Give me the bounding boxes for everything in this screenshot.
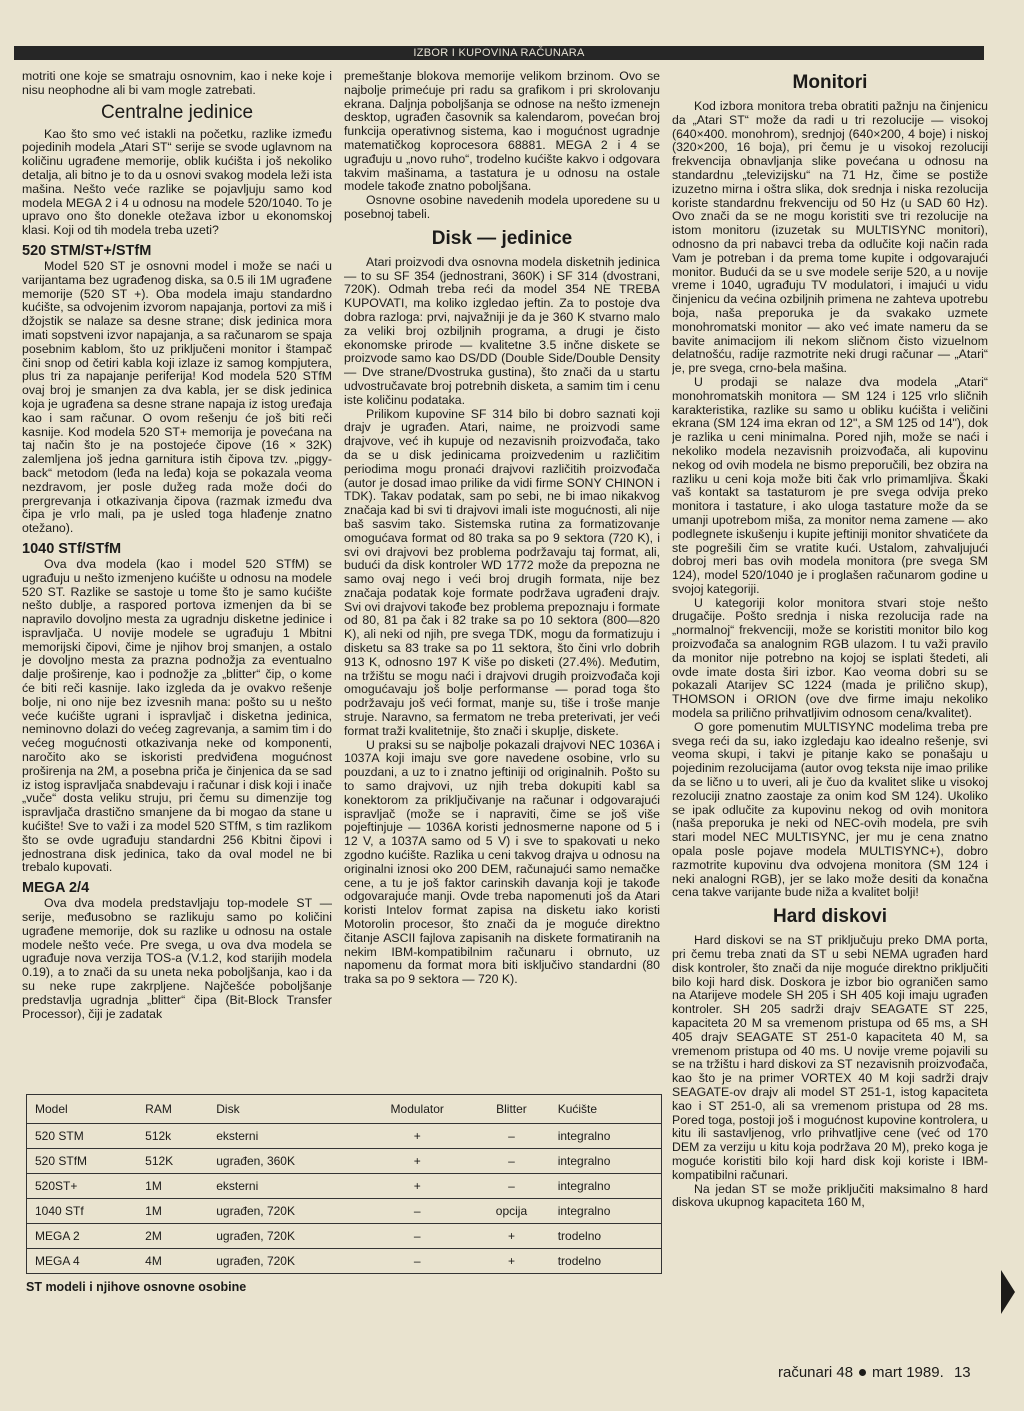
- paragraph: O gore pomenutim MULTISYNC modelima treba pre svega reći da su, iako izgledaju kao idealno rešenje, svi veoma skupi, i takvi je pitanje kako se ponašaju u pojedinim rezolucijama (autor ovog teksta nije imao prilike da se lično u to uveri, ali je čuo da kvalitet slike u visokoj rezoluciji znatno zaostaje za onim kod SM 124). Ukoliko se ipak odlučite za kupovinu nekog od ovih monitora (naša preporuka je neki od NEC-ovih modela, pre svih stari model NEC MULTISYNC, jer mu je cena znatno opala posle pojave modela MULTISYNC+), dobro razmotrite kupovinu dva odvojena monitora (SM 124 i neki analogni RGB), jer se lako može desiti da konačna cena takve varijante bude niža a kvalitet bolji!: [672, 719, 988, 900]
- paragraph: U prodaji se nalaze dva modela „Atari“ monohromatskih monitora — SM 124 i 125 vrlo sličnih karakteristika, razlike su samo u obliku kućišta i veličini ekrana (SM 124 ima ekran od 12", a SM 125 od 14"), dok je razlika u ceni minimalna. Pored njih, može se naći i nekoliko modela nezavisnih proizvođača, ali kupovinu nekog od ovih modela ne bismo preporučili, bez obzira na razliku u ceni koja može biti čak vrlo primamljiva. Škaki vaš kontakt sa tastaturom je pre svega odvija preko monitora i tastature, i ako uloga tastature može da se umanji upotrebom miša, za monitor nema zamene — ako podlegnete iskušenju i kupite jeftiniji monitor shvatićete da ste pogrešili čim se vratite kući. Ustalom, zahvaljujući dobroj meri bas ovih modela monitora (pre svega SM 124), model 520/1040 je i proglašen računarom godine u svojoj kategoriji.: [672, 374, 988, 596]
- table-cell: –: [473, 1149, 549, 1174]
- table-cell: –: [361, 1224, 473, 1249]
- issue-date: mart 1989.: [872, 1364, 944, 1381]
- table-row: [27, 1199, 662, 1224]
- table-cell: trodelno: [550, 1224, 662, 1249]
- magazine-name: računari 48: [778, 1364, 854, 1381]
- paragraph: Na jedan ST se može priključiti maksimalno 8 hard diskova ukupnog kapaciteta 160 M,: [672, 1181, 988, 1210]
- table-cell: MEGA 2: [27, 1224, 138, 1249]
- table-cell: –: [361, 1249, 473, 1274]
- table-cell: 1M: [137, 1174, 208, 1199]
- intro-text: motriti one koje se smatraju osnovnim, kao i neke koje i nisu neophodne ali bi vam mogle zatrebati.: [22, 70, 332, 97]
- table-cell: MEGA 4: [27, 1249, 138, 1274]
- column-middle: [344, 70, 660, 1100]
- table-cell: eksterni: [208, 1124, 361, 1149]
- paragraph: U praksi su se najbolje pokazali drajvovi NEC 1036A i 1037A koji imaju sve gore navedene osobine, vrlo su pouzdani, a uz to i znatno jeftiniji od originalnih. Pošto su to samo drajvovi, uz njih treba dokupiti kabl sa konektorom za priključivanje na računar i odgovarajući ispravljač (može se i napraviti, čime se još više pojeftinjuje — 1036A koristi jednosmerne napone od 5 i 12 V, a 1037A samo od 5 V) i sve to spakovati u neko zgodno kućište. Razlika u ceni takvog drajva u odnosu na originalni iznosi oko 200 DEM, računajući samo nemačke cene, a tu je još faktor carinskih davanja koji je takođe odgovarajuće manji. Ovde treba napomenuti još da Atari koristi Intelov format zapisa na disketu iako koristi Motorolin procesor, što znači da je moguće direktno čitanje ASCII fajlova zapisanih na diskete formatiranih na nekim IBM-kompatibilnim računaru i obrnuto, uz napomenu da format mora biti isključivo standardni (80 traka sa po 9 sektora — 720 K).: [344, 737, 660, 987]
- table-caption: ST modeli i njihove osnovne osobine: [26, 1280, 247, 1294]
- table-cell: 4M: [137, 1249, 208, 1274]
- table-cell: integralno: [550, 1199, 662, 1224]
- table-cell: ugrađen, 720K: [208, 1224, 361, 1249]
- paragraph: Atari proizvodi dva osnovna modela disketnih jedinica — to su SF 354 (jednostrani, 360K) i SF 314 (dvostrani, 720K). Odmah treba reći da model 354 NE TREBA KUPOVATI, ma koliko izgledao jeftin. Za to postoje dva dobra razloga: prvi, najvažniji je da je 360 K stvarno malo za veliki broj ozbiljnih programa, a drugi je čisto ekonomske prirode — kvalitetne 3.5 inčne diskete se proizvode samo kao DS/DD (Double Side/Double Density — Dve strane/Dvostruka gustina), što znači da u startu udvostručavate broj potrebnih disketa, a samim tim i cenu iste količinu podataka.: [344, 254, 660, 407]
- heading-520: 520 STM/ST+/STfM: [22, 242, 152, 259]
- table-row: [27, 1174, 662, 1199]
- table-cell: 1M: [137, 1199, 208, 1224]
- column-header: Blitter: [473, 1095, 549, 1124]
- paragraph: Ova dva modela predstavljaju top-modele ST — serije, međusobno se razlikuju samo po količini ugrađene memorije, dok su razlike u odnosu na ostale modele nešto veće. Pre svega, u ova dva modela se ugrađuje nova verzija TOS-a (V.1.2, kod starijih modela 0.19), a to znači da su uneta neka poboljšanja, kao i da su neke rupe zakrpljene. Najčešće poboljšanje predstavlja ugradnja „blitter“ čipa (Bit-Block Transfer Processor), čiji je zadatak: [22, 896, 332, 1021]
- table-row: [27, 1124, 662, 1149]
- heading-central-units: Centralne jedinice: [100, 101, 254, 123]
- page-number: 13: [953, 1364, 971, 1381]
- paragraph: Model 520 ST je osnovni model i može se naći u varijantama bez ugrađenog diska, sa 0.5 ili 1M ugrađene memorije (520 ST +). Oba modela imaju standardno kućište, sa odvojenim izvorom napajanja, portovi za miš i džojstik se nalaze sa desne strane; disk jedinica mora imati sopstveni izvor napajanja, a sa računarom se spaja posebnim kablom, što uz priključeni monitor i štampač čini snop od četiri kabla koji izlaze iz samog kompjutera, plus tri za napajanje periferija! Kod modela 520 STfM ovaj broj je smanjen za dva kabla, jer se disk jedinica koja je ugrađena sa desne strane napaja iz istog uređaja kao i sam računar. O ovom rešenju će još biti reči kasnije. Kod modela 520 ST+ memorija je povećana na taj način što je na postojeće čipove (16 × 32K) zalemljena još jedna garnitura istih čipova tzv. „piggy-back“ metodom (leđa na leđa) koja se pokazala veoma nezdravom, jer posle dužeg rada može doći do prergrevanja i otkazivanja čipova (razmak između dva čipa je vrlo mali, pa je usled toga hlađenje znatno otežano).: [22, 258, 332, 536]
- column-header: Kućište: [550, 1095, 662, 1124]
- table-cell: 512K: [137, 1149, 208, 1174]
- bullet-icon: [859, 1369, 866, 1376]
- table-cell: 520 STfM: [27, 1149, 138, 1174]
- table-cell: 512k: [137, 1124, 208, 1149]
- table-cell: 520ST+: [27, 1174, 138, 1199]
- table-cell: +: [473, 1249, 549, 1274]
- paragraph: Ova dva modela (kao i model 520 STfM) se ugrađuju u nešto izmenjeno kućište u odnosu na modele 520 ST. Razlike se sastoje u tome što je samo kućište nešto dublje, a raspored portova izmenjen da bi se napravilo dovoljno mesta za ugradnju disketne jedinice i ispravljača. U novije modele se ugrađuju 1 Mbitni memorijski čipovi, čime je njihov broj smanjen, a ostalo je dovoljno mesta za prazna podnožja za eventualno dalje proširenje, kao i podnožje za „blitter“ čip, o kome će biti reči kasnije. Iako izgleda da je ovakvo rešenje bolje, ni ono nije bez izvesnih mana: pošto su u nešto veće kućište ugrani i ispravljač i disketna jedinica, neminovno dolazi do većeg zagrevanja, a samim tim i do većeg mogućnosti otkazivanja neke od komponenti, naročito ako se iskoristi predviđena mogućnost proširenja na 2M, a posebna priča je činjenica da se sad iz istog ispravljača snabdevaju i računar i disk koji i inače „vuče“ dosta veliku struju, pri čemu su dimenzije tog ispravljača drastično smanjene da bi mogao da stane u kućište! Sve to važi i za model 520 STfM, s tim razlikom što se ovde ugrađuju standardni 256 Kbitni čipovi i jednostrana disk jedinica, tako da oval model ne bi trebalo kupovati.: [22, 556, 332, 875]
- column-left: [22, 70, 332, 1095]
- table-row: [27, 1224, 662, 1249]
- paragraph: Osnovne osobine navedenih modela uporedene su u posebnoj tabeli.: [344, 193, 660, 221]
- page-footer: [778, 1364, 971, 1381]
- table-cell: integralno: [550, 1149, 662, 1174]
- heading-disk-units: Disk — jedinice: [431, 227, 573, 249]
- continue-arrow-icon: [1001, 1270, 1015, 1314]
- column-right: [672, 66, 988, 1341]
- table-header-row: [27, 1095, 662, 1124]
- intro-text: premeštanje blokova memorije velikom brzinom. Ovo se najbolje primećuje pri radu sa grafikom i pri skrolovanju ekrana. Daljnja poboljšanja se odnose na nešto izmenejn desktop, ugrađen časovnik sa kalendarom, povećan broj funkcija operativnog sistema, kao i mogućnost ugradnje matematičkog koprocesora 68881. MEGA 2 i 4 se ugrađuju u „novo ruho“, trodelno kućište kakvo i odgovara takvim mašinama, a tastatura je u odnosu na ostale modele takođe znatno poboljšana.: [344, 70, 660, 194]
- paragraph: Kod izbora monitora treba obratiti pažnju na činjenicu da „Atari ST“ može da radi u tri rezolucije — visokoj (640×400. monohrom), srednjoj (640×200, 4 boje) i niskoj (320×200, 16 boja), pri čemu je u visokoj rezoluciji frekvencija obnavljanja slike povećana u odnosu na standardnu „televizijsku“ na 71 Hz, čime se postiže izuzetno mirna i oštra slika, dok srednja i niska rezolucija koriste standardnu frekvenciju od 50 Hz (u SAD 60 Hz). Ovo znači da se ne mogu koristiti sve tri rezolucije na istom monitoru (izuzetak su MULTISYNC monitori), odnosno da pri nabavci treba da odlučite koji način rada Vam je potreban i da prema tome kupite i odgovarajući monitor. Budući da se u sve modele serije 520, a u novije vreme i 1040, ugrađuju TV modulatori, i imajući u vidu činjenicu da većina ozbiljnih primena ne zahteva upotrebu boja, naša preporuka je da svakako uzmete monohromatski monitor — ako već imate nameru da se bavite animacijom ili nekom sličnom čisto vizuelnom delatnošću, radije razmotrite neki drugi računar — „Atari“ je, pre svega, crno-bela mašina.: [672, 99, 988, 376]
- table-cell: integralno: [550, 1174, 662, 1199]
- paragraph: Prilikom kupovine SF 314 bilo bi dobro saznati koji drajv je ugrađen. Atari, naime, ne proizvodi same drajvove, već ih kupuje od nezavisnih proizvođača, tako da se u disk jedinicama proizvedenim u različitim periodima mogu pronaći drajvovi različitih proizvođača (autor je dosad imao prilike da vidi firme SONY CHINON i TDK). Takav podatak, sam po sebi, ne bi imao nikakvog značaja kad bi svi ti drajvovi imali iste mogućnosti, ali nije baš sasvim tako. Sistemska rutina za formatizovanje omogućava format od 80 traka sa po 9 sektora (720 K), i svi ovi drajvovi bez problema podržavaju taj format, ali, budući da disk kontroler WD 1772 može da prepozna ne samo ovaj nego i veći broj drugih formata, nije bez značaja podatak koje formate podržava ugrađeni drajv. Svi ovi drajvovi takođe bez problema prepoznaju i formate od 80, 81 pa čak i 82 trake sa po 10 sektora (800—820 K), ali neki od njih, pre svega TDK, mogu da formatizuju i disketu sa 83 trake sa po 11 sektora, što čini vrlo dobrih 913 K, odnosno 197 K više po disketi (27.4%). Međutim, na tržištu se mogu naći i drajvovi drugih proizvođača koji omogućavaju još bolje performanse — porad toga što podržavaju još veći format, manje su, tiše i troše manje struje. Naravno, sa fermatom ne treba preterivati, jer veći format traži kvalitetnije, što znači i skuplje, diskete.: [344, 406, 660, 738]
- table-cell: +: [361, 1174, 473, 1199]
- section-header: IZBOR I KUPOVINA RAČUNARA: [14, 46, 984, 60]
- table-cell: trodelno: [550, 1249, 662, 1274]
- table-cell: +: [361, 1124, 473, 1149]
- table-cell: integralno: [550, 1124, 662, 1149]
- heading-mega: MEGA 2/4: [22, 880, 90, 897]
- table-cell: ugrađen, 720K: [208, 1249, 361, 1274]
- column-header: Modulator: [361, 1095, 473, 1124]
- paragraph: Kao što smo već istakli na početku, razlike između pojedinih modela „Atari ST“ serije se svode uglavnom na količinu ugrađene memorije, oblik kućišta i još nekoliko detalja, ali bitno je to da u osnovi svakog modela leži ista mašina. Nešto veće razlike se pojavljuju samo kod modela MEGA 2 i 4 u odnosu na modele 520/1040. To je upravo ono što donekle otežava izbor u ekonomskoj klasi. Koji od tih modela treba uzeti?: [22, 126, 332, 238]
- table-row: [27, 1149, 662, 1174]
- table-cell: –: [361, 1199, 473, 1224]
- specs-table-block: [26, 1094, 662, 1294]
- column-header: RAM: [137, 1095, 208, 1124]
- table-cell: 1040 STf: [27, 1199, 138, 1224]
- table-cell: 2M: [137, 1224, 208, 1249]
- table-cell: –: [473, 1174, 549, 1199]
- table-row: [27, 1249, 662, 1274]
- table-cell: eksterni: [208, 1174, 361, 1199]
- table-cell: ugrađen, 360K: [208, 1149, 361, 1174]
- column-header: Disk: [208, 1095, 361, 1124]
- column-header: Model: [27, 1095, 138, 1124]
- heading-hard-disks: Hard diskovi: [772, 906, 888, 928]
- paragraph: U kategoriji kolor monitora stvari stoje nešto drugačije. Pošto srednja i niska rezolucija rade na „normalnoj“ frekvenciji, može se koristiti monitor bilo kog proizvođača sa analognim RGB ulazom. I tu važi pravilo da monitor nije potrebno na kojoj se isplati štedeti, ali ovde imate dosta širi izbor. Kao veoma dobri su se pokazali Atarijev SC 1224 (mada je prilično skup), THOMSON i ORION (ove dve firme imaju nekoliko modela sa prilično prihvatljivim odnosom cena/kvalitet).: [672, 595, 988, 721]
- table-cell: –: [473, 1124, 549, 1149]
- specs-table: [26, 1094, 662, 1274]
- heading-monitors: Monitori: [792, 72, 868, 93]
- table-cell: ugrađen, 720K: [208, 1199, 361, 1224]
- heading-1040: 1040 STf/STfM: [22, 540, 122, 557]
- table-cell: 520 STM: [27, 1124, 138, 1149]
- table-cell: +: [361, 1149, 473, 1174]
- paragraph: Hard diskovi se na ST priključuju preko DMA porta, pri čemu treba znati da ST u sebi NEMA ugrađen hard disk kontroler, što znači da nije moguće direktno priključiti bilo koji hard disk. Doskora je izbor bio ograničen samo na Atarijeve modele SH 205 i SH 405 koji imaju ugrađen kontroler. SH 205 sadrži drajv SEAGATE ST 225, kapaciteta 20 M sa vremenom pristupa od 65 ms, a SH 405 drajv SEAGATE ST 251-0 kapaciteta 40 M, sa vremenom pristupa od 40 ms. U novije vreme pojavili su se na tržištu i hard diskovi za ST nezavisnih proizvođača, kao što je na primer VORTEX 40 M koji sadrži drajv SEAGATE-ov drajv ali model ST 251-1, istog kapaciteta kao i ST 251-0, ali sa vremenom pristupa od 28 ms. Pored toga, postoji još i mogućnost kupovine kontrolera, u kitu ili sastavljenog, vrlo prihvatljive cene (već od 170 DEM za verziju u kitu koja podržava 20 M), preko koga je moguće koristiti bilo koji hard disk koji koriste i IBM-kompatibilni računari.: [672, 933, 988, 1182]
- table-cell: opcija: [473, 1199, 549, 1224]
- table-cell: +: [473, 1224, 549, 1249]
